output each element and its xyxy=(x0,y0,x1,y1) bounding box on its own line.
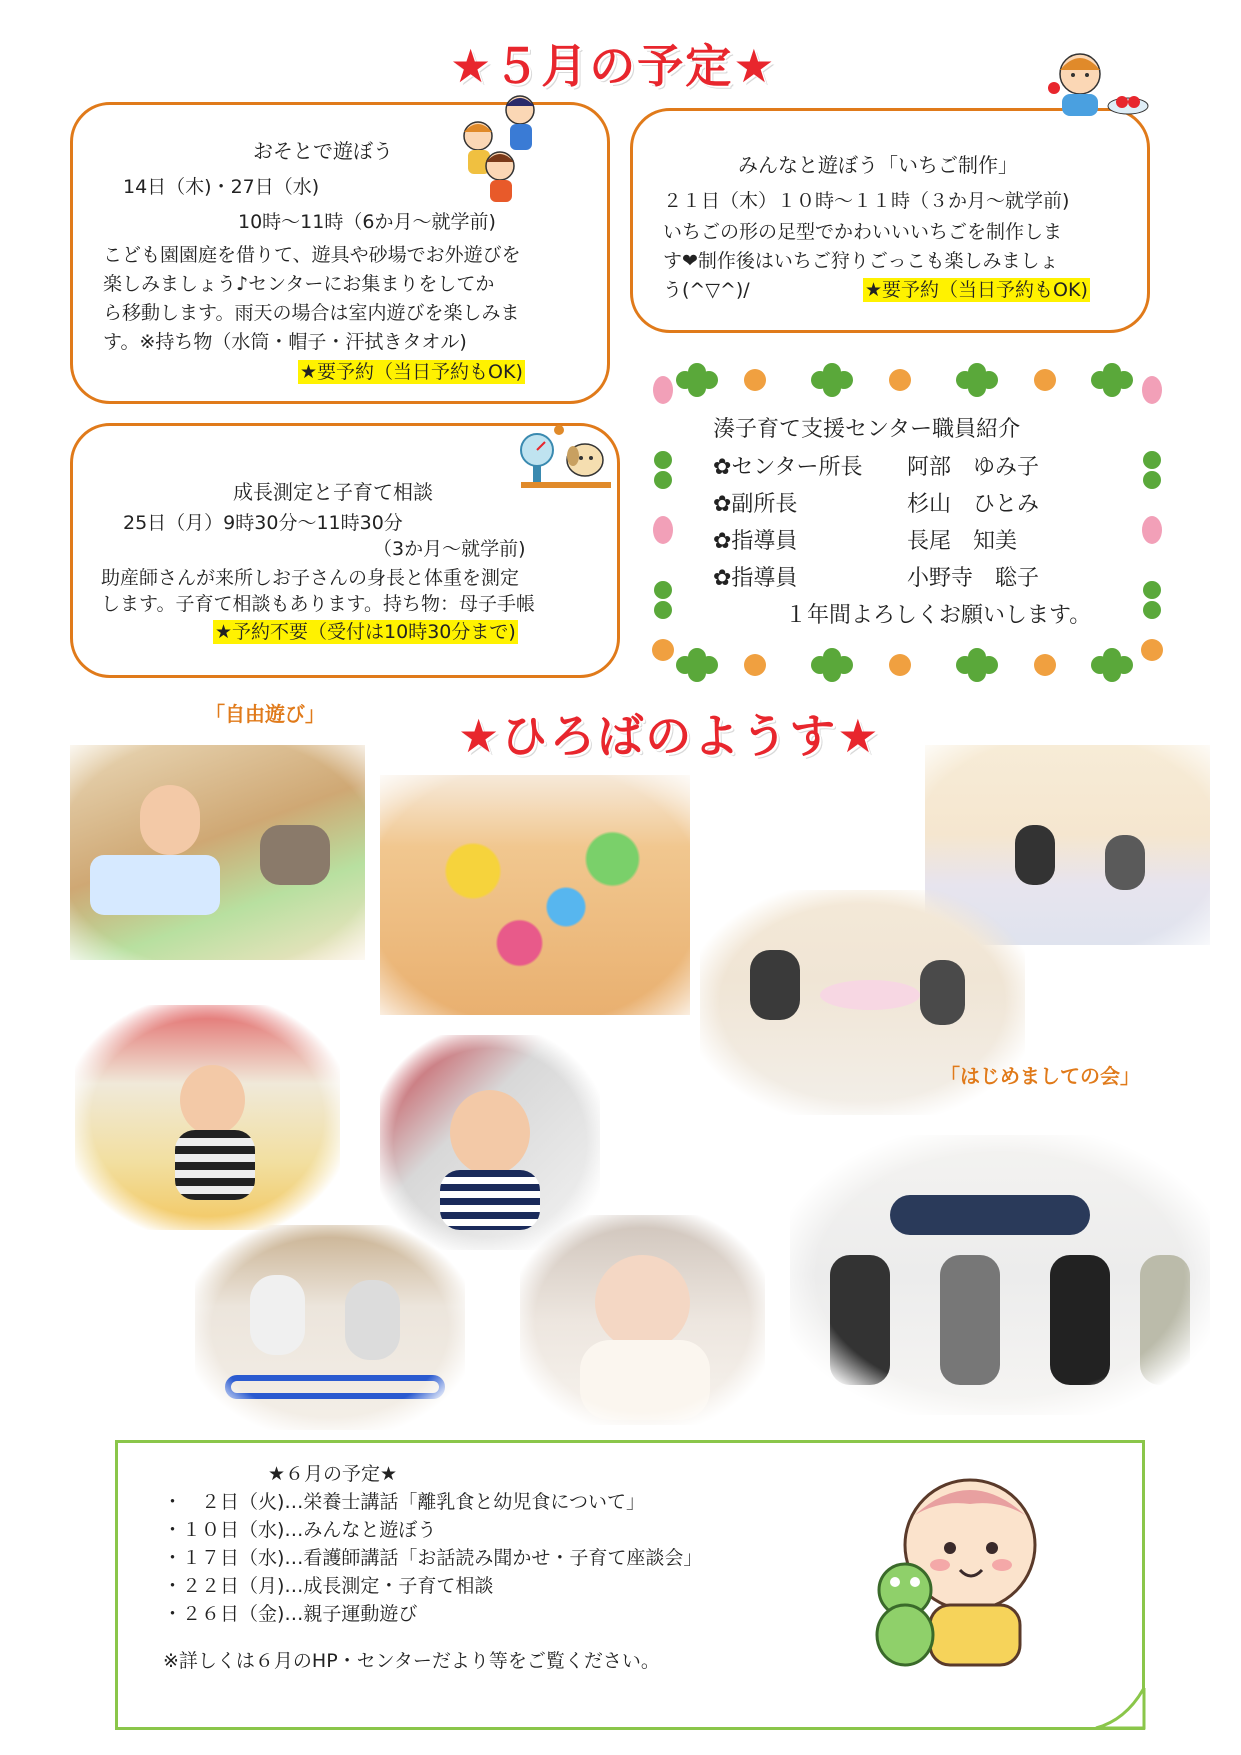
caption-first-meeting: 「はじめましての会」 xyxy=(940,1064,1140,1088)
photo-infant xyxy=(520,1215,765,1425)
june-item-5: ・２６日（金)…親子運動遊び xyxy=(163,1603,418,1625)
staff-name-4: 小野寺 聡子 xyxy=(907,566,1040,591)
clover-animal-border xyxy=(645,360,1170,685)
caption-free-play: 「自由遊び」 xyxy=(205,702,325,726)
growth-title: 成長測定と子育て相談 xyxy=(233,480,433,504)
plaza-title: ★ひろばのようす★ xyxy=(458,709,881,763)
growth-time: 25日（月）9時30分〜11時30分 xyxy=(123,512,403,534)
outdoor-time: 10時〜11時（6か月〜就学前) xyxy=(238,211,496,233)
strawberry-title: みんなと遊ぼう「いちご制作」 xyxy=(738,153,1018,177)
staff-role-4: ✿指導員 xyxy=(713,566,798,591)
photo-train-track xyxy=(195,1225,465,1430)
strawberry-craft-box xyxy=(630,108,1150,333)
june-item-3: ・１７日（水)…看護師講話「お話読み聞かせ・子育て座談会」 xyxy=(163,1547,703,1569)
outdoor-desc-1: こども園園庭を借りて、遊具や砂場でお外遊びを xyxy=(103,244,521,266)
outdoor-dates: 14日（木)・27日（水) xyxy=(123,176,320,198)
baby-frog-icon xyxy=(860,1470,1040,1670)
june-item-4: ・２２日（月)…成長測定・子育て相談 xyxy=(163,1575,494,1597)
staff-role-1: ✿センター所長 xyxy=(713,455,863,480)
outdoor-title: おそとで遊ぼう xyxy=(253,139,393,163)
staff-name-3: 長尾 知美 xyxy=(907,529,1018,554)
outdoor-desc-2: 楽しみましょう♪センターにお集まりをしてか xyxy=(103,273,495,295)
strawberry-line-1: ２１日（木）１０時〜１１時（３か月〜就学前) xyxy=(663,190,1070,212)
strawberry-line-2: いちごの形の足型でかわいいいちごを制作しま xyxy=(663,221,1063,243)
june-footnote: ※詳しくは６月のHP・センターだより等をご覧ください。 xyxy=(163,1650,660,1672)
photo-free-play xyxy=(70,745,365,960)
photo-toddler-play xyxy=(75,1005,340,1230)
strawberry-line-3: す❤制作後はいちご狩りごっこも楽しみましょ xyxy=(663,250,1059,272)
running-children-icon xyxy=(448,88,558,208)
june-item-2: ・１０日（水)…みんなと遊ぼう xyxy=(163,1519,437,1541)
june-item-1: ・ ２日（火)…栄養士講話「離乳食と幼児食について」 xyxy=(163,1491,646,1513)
scale-dog-icon xyxy=(515,420,615,490)
strawberry-child-icon xyxy=(1040,48,1150,120)
may-title: ★５月の予定★ xyxy=(450,39,777,93)
staff-intro-frame xyxy=(645,360,1170,685)
outdoor-desc-3: ら移動します。雨天の場合は室内遊びを楽しみま xyxy=(103,302,520,324)
growth-age: （3か月〜就学前) xyxy=(373,538,526,560)
staff-role-3: ✿指導員 xyxy=(713,529,798,554)
strawberry-line-4: う(^▽^)/ xyxy=(663,279,750,301)
photo-carp-streamer-group xyxy=(790,1135,1210,1415)
outdoor-reservation-note: ★要予約（当日予約もOK) xyxy=(300,361,523,383)
staff-name-1: 阿部 ゆみ子 xyxy=(907,455,1040,480)
outdoor-desc-4: す。※持ち物（水筒・帽子・汗拭きタオル) xyxy=(103,331,467,353)
staff-closing: １年間よろしくお願いします。 xyxy=(785,603,1092,628)
page-curl-icon xyxy=(1036,1688,1146,1730)
photo-ball-pool xyxy=(380,775,690,1015)
growth-no-reservation-note: ★予約不要（受付は10時30分まで) xyxy=(215,621,516,643)
growth-desc-1: 助産師さんが来所しお子さんの身長と体重を測定 xyxy=(101,567,520,589)
strawberry-reservation-note: ★要予約（当日予約もOK) xyxy=(865,279,1088,301)
staff-role-2: ✿副所長 xyxy=(713,492,798,517)
growth-desc-2: します。子育て相談もあります。持ち物：母子手帳 xyxy=(101,593,535,615)
june-title: ★６月の予定★ xyxy=(268,1463,398,1485)
staff-title: 湊子育て支援センター職員紹介 xyxy=(713,417,1021,442)
staff-name-2: 杉山 ひとみ xyxy=(907,492,1040,517)
